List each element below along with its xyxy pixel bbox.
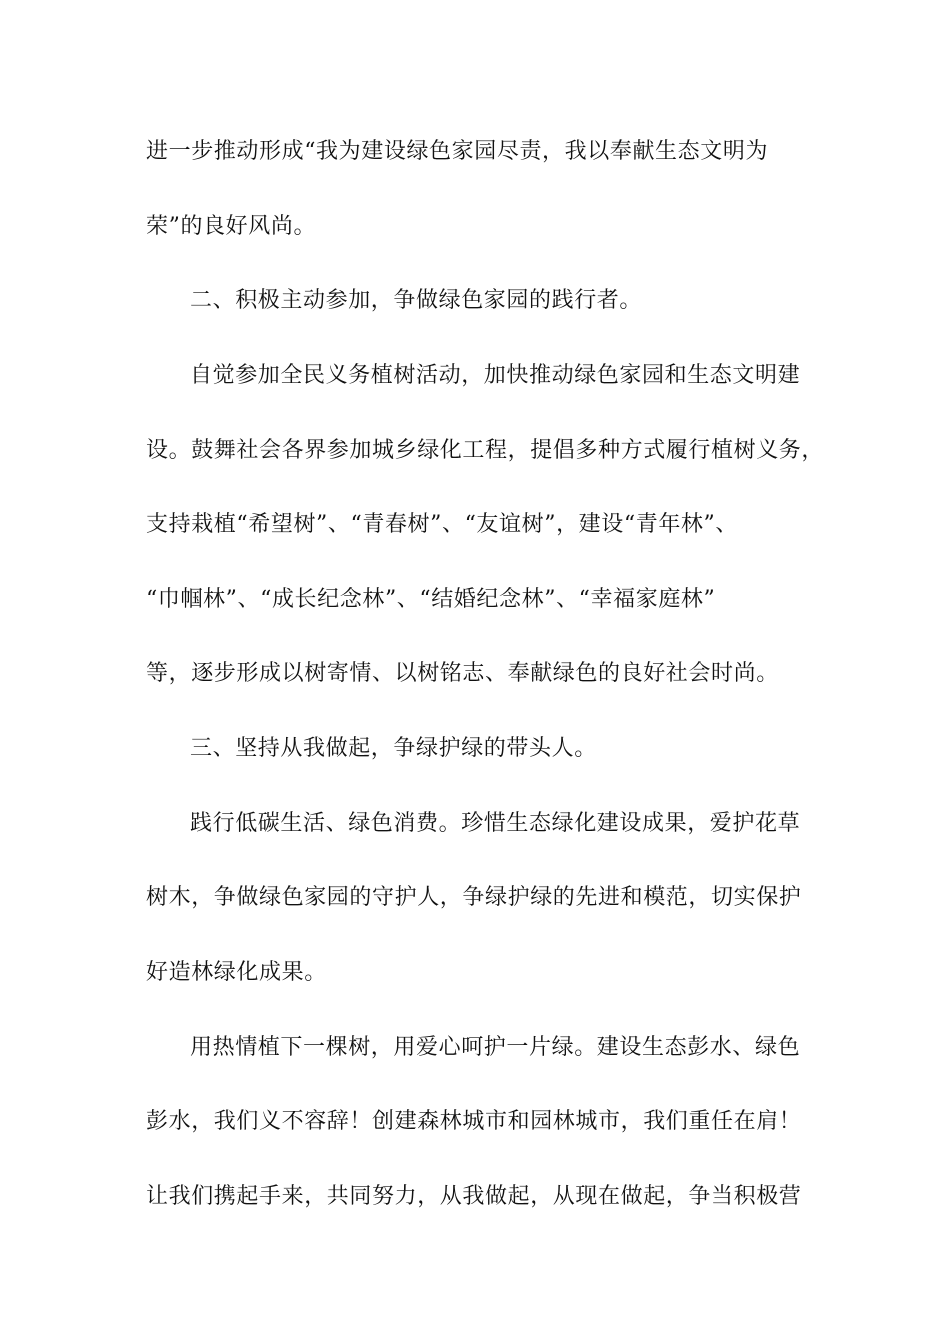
paragraph-line: 设。鼓舞社会各界参加城乡绿化工程，提倡多种方式履行植树义务， (146, 438, 825, 463)
section-heading: 二、积极主动参加，争做绿色家园的践行者。 (190, 288, 643, 313)
paragraph-line: 践行低碳生活、绿色消费。珍惜生态绿化建设成果，爱护花草 (190, 811, 801, 836)
paragraph-line: 等，逐步形成以树寄情、以树铭志、奉献绿色的良好社会时尚。 (146, 661, 779, 686)
paragraph-line: 进一步推动形成“我为建设绿色家园尽责，我以奉献生态文明为 (146, 139, 769, 164)
paragraph-line: 好造林绿化成果。 (146, 960, 327, 985)
paragraph-line: 让我们携起手来，共同努力，从我做起，从现在做起，争当积极营 (146, 1184, 802, 1209)
paragraph-line: 自觉参加全民义务植树活动，加快推动绿色家园和生态文明建 (190, 363, 801, 388)
paragraph-line: “巾帼林”、“成长纪念林”、“结婚纪念林”、“幸福家庭林” (146, 587, 716, 612)
paragraph-line: 树木，争做绿色家园的守护人，争绿护绿的先进和模范，切实保护 (146, 885, 802, 910)
paragraph-line: 支持栽植“希望树”、“青春树”、“友谊树”，建设“青年林”、 (146, 512, 738, 537)
section-heading: 三、坚持从我做起，争绿护绿的带头人。 (190, 736, 597, 761)
paragraph-line: 用热情植下一棵树，用爱心呵护一片绿。建设生态彭水、绿色 (190, 1035, 801, 1060)
paragraph-line: 彭水，我们义不容辞！创建森林城市和园林城市，我们重任在肩！ (146, 1109, 802, 1134)
paragraph-line: 荣”的良好风尚。 (146, 214, 317, 239)
